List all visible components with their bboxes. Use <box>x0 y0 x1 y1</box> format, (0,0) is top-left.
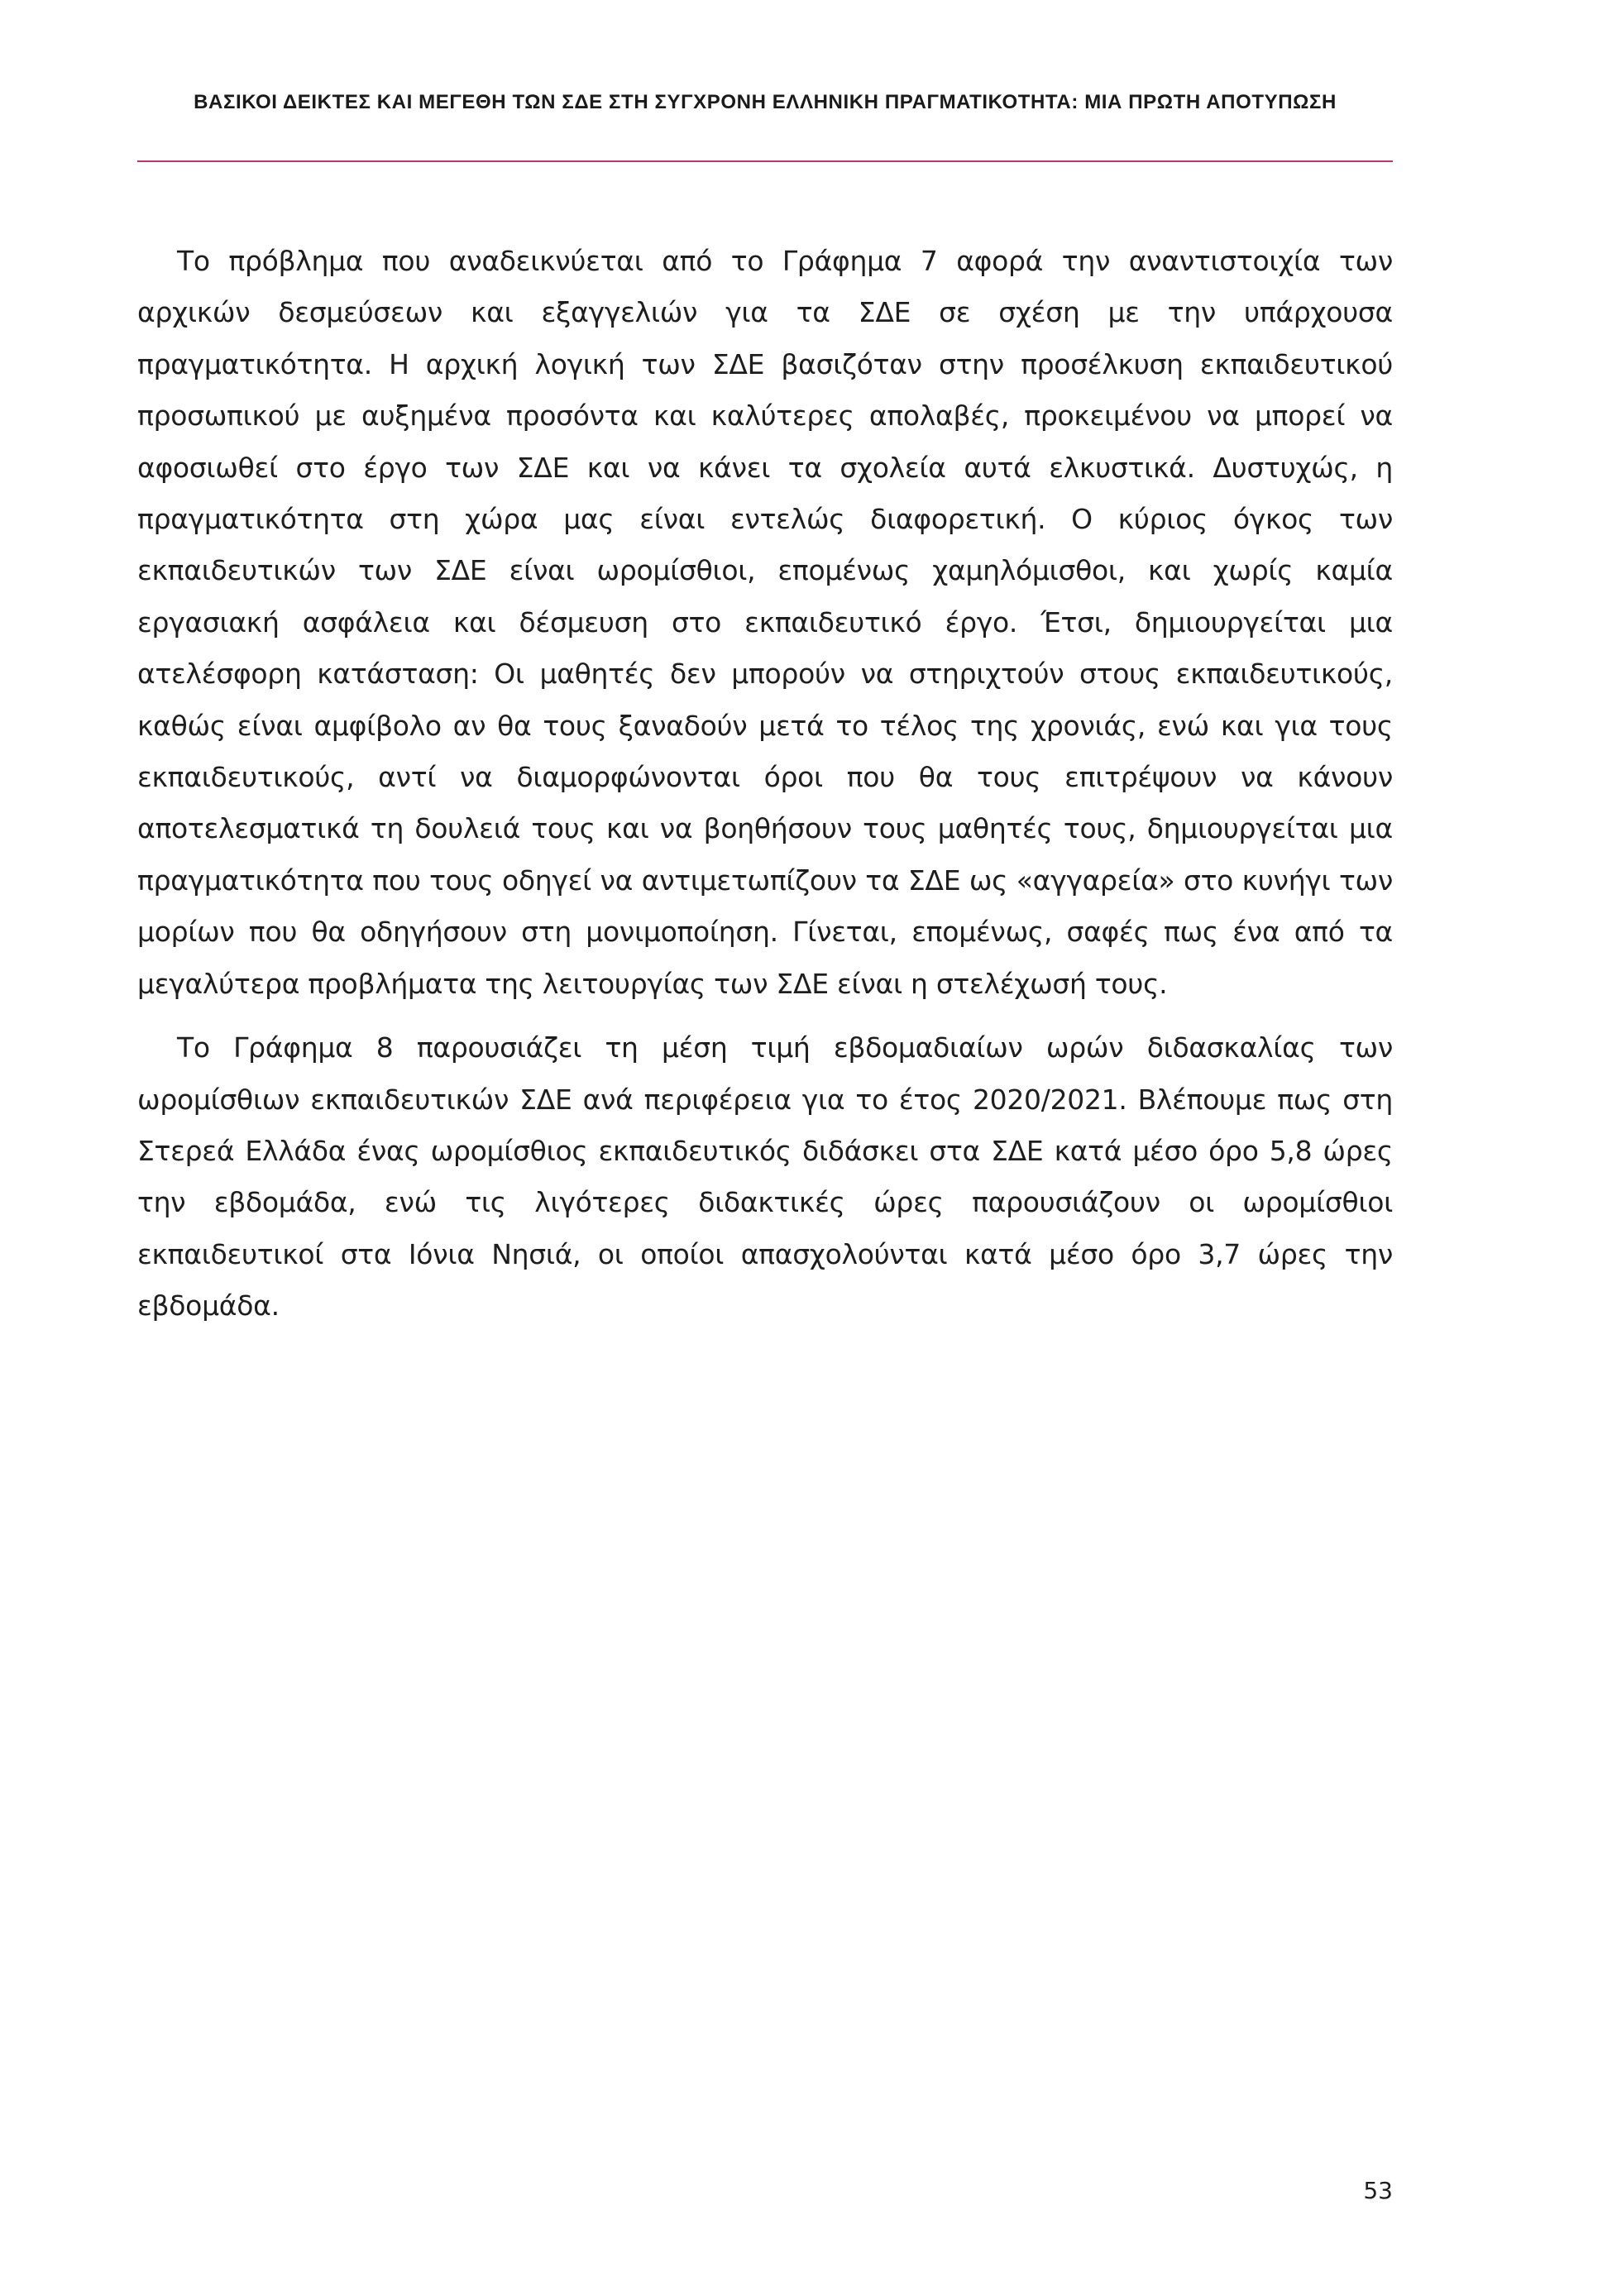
running-header-title: ΒΑΣΙΚΟΙ ΔΕΙΚΤΕΣ ΚΑΙ ΜΕΓΕΘΗ ΤΩΝ ΣΔΕ ΣΤΗ ΣΥΓΧΡΟΝΗ ΕΛΛΗΝΙΚΗ ΠΡΑΓΜΑΤΙΚΟΤΗΤΑ: ΜΙΑ ΠΡΩΤΗ ΑΠΟΤΥΠΩΣΗ <box>194 91 1337 113</box>
header-divider <box>137 160 1393 162</box>
paragraph-1: Το πρόβλημα που αναδεικνύεται από το Γράφημα 7 αφορά την αναντιστοιχία των αρχικών δεσμεύσεων και εξαγγελιών για τα ΣΔΕ σε σχέση με την υπάρχουσα πραγματικότητα. Η αρχική λογική των ΣΔΕ βασιζόταν στην προσέλκυση εκπαιδευτικού προσωπικού με αυξημένα προσόντα και καλύτερες απολαβές, προκειμένου να μπορεί να αφοσιωθεί στο έργο των ΣΔΕ και να κάνει τα σχολεία αυτά ελκυστικά. Δυστυχώς, η πραγματικότητα στη χώρα μας είναι εντελώς διαφορετική. Ο κύριος όγκος των εκπαιδευτικών των ΣΔΕ είναι ωρομίσθιοι, επομένως χαμηλόμισθοι, και χωρίς καμία εργασιακή ασφάλεια και δέσμευση στο εκπαιδευτικό έργο. Έτσι, δημιουργείται μια ατελέσφορη κατάσταση: Οι μαθητές δεν μπορούν να στηριχτούν στους εκπαιδευτικούς, καθώς είναι αμφίβολο αν θα τους ξαναδούν μετά το τέλος της χρονιάς, ενώ και για τους εκπαιδευτικούς, αντί να διαμορφώνονται όροι που θα τους επιτρέψουν να κάνουν αποτελεσματικά τη δουλειά τους και να βοηθήσουν τους μαθητές τους, δημιουργείται μια πραγματικότητα που τους οδηγεί να αντιμετωπίζουν τα ΣΔΕ ως «αγγαρεία» στο κυνήγι των μορίων που θα οδηγήσουν στη μονιμοποίηση. Γίνεται, επομένως, σαφές πως ένα από τα μεγαλύτερα προβλήματα της λειτουργίας των ΣΔΕ είναι η στελέχωσή τους. <box>137 245 1393 1000</box>
paragraph-2: Το Γράφημα 8 παρουσιάζει τη μέση τιμή εβδομαδιαίων ωρών διδασκαλίας των ωρομίσθιων εκπαιδευτικών ΣΔΕ ανά περιφέρεια για το έτος 2020/2021. Βλέπουμε πως στη Στερεά Ελλάδα ένας ωρομίσθιος εκπαιδευτικός διδάσκει στα ΣΔΕ κατά μέσο όρο 5,8 ώρες την εβδομάδα, ενώ τις λιγότερες διδακτικές ώρες παρουσιάζουν οι ωρομίσθιοι εκπαιδευτικοί στα Ιόνια Νησιά, οι οποίοι απασχολούνται κατά μέσο όρο 3,7 ώρες την εβδομάδα. <box>137 1031 1393 1323</box>
body-text <box>137 236 1393 1345</box>
page-number: 53 <box>1363 2177 1393 2204</box>
